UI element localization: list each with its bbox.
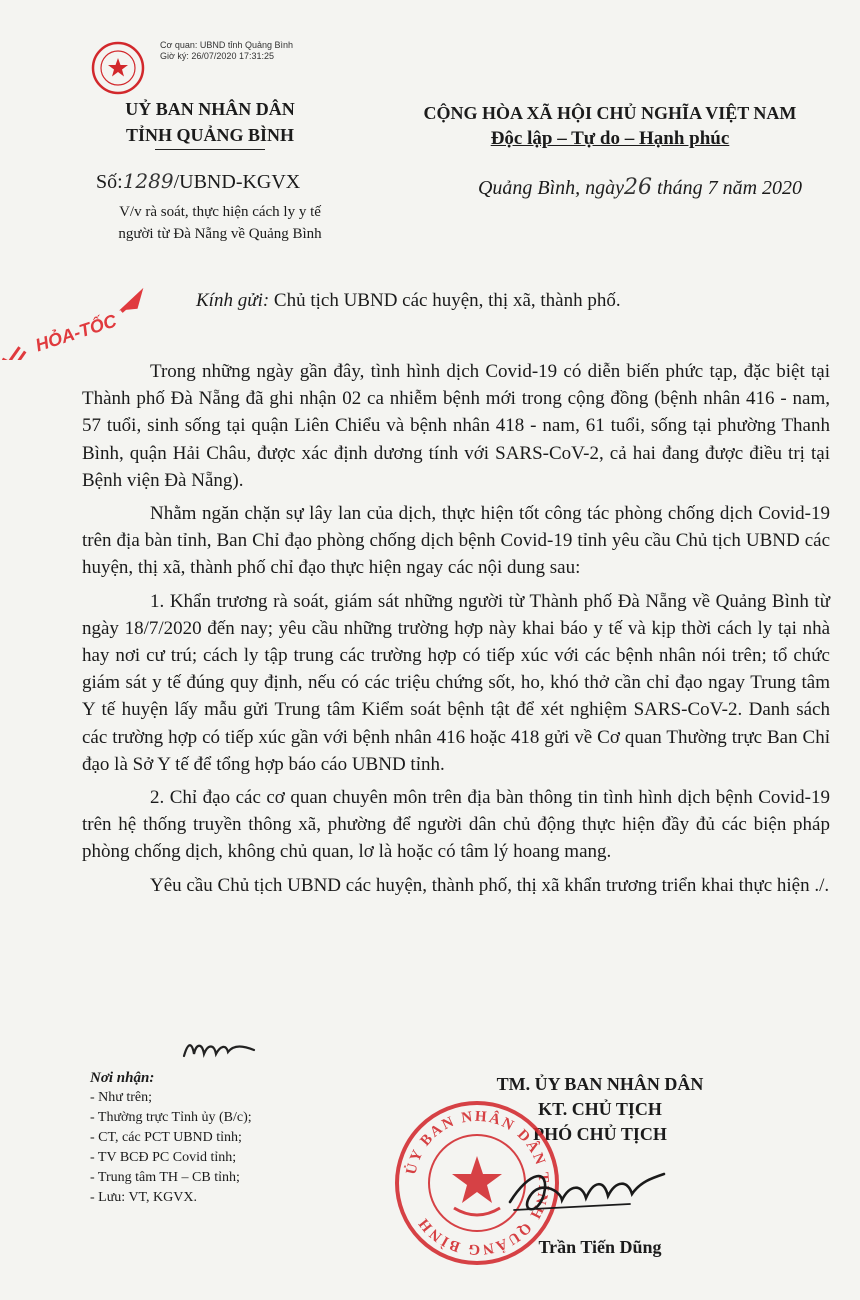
handwritten-signature — [500, 1150, 670, 1230]
signer-name: Trần Tiến Dũng — [538, 1237, 662, 1257]
signature-time: Giờ ký: 26/07/2020 17:31:25 — [160, 51, 274, 61]
date-day: 26 — [624, 175, 653, 200]
document-number-prefix: Số: — [96, 171, 123, 193]
handwritten-initials — [180, 1032, 260, 1062]
body-paragraph-3: 1. Khẩn trương rà soát, giám sát những người từ Thành phố Đà Nẵng về Quảng Bình từ ngày 18/7/2020 đến nay; yêu cầu những trường hợp này khai báo y tế và kịp thời cách ly tại nhà hay nơi cư trú; cách ly tập trung các trường hợp có tiếp xúc với các bệnh nhân nói trên; tổ chức giám sát y tế đúng quy định, nếu có các triệu chứng sốt, ho, khó thở cần chỉ đạo ngay Trung tâm Y tế huyện lấy mẫu gửi Trung tâm Kiểm soát bệnh tật để xét nghiệm SARS-CoV-2. Danh sách các trường hợp có tiếp xúc gần với bệnh nhân 416 hoặc 418 gửi về Cơ quan Thường trực Ban Chỉ đạo là Sở Y tế để tổng hợp báo cáo UBND tỉnh. — [82, 590, 830, 775]
body-paragraph-4: 2. Chỉ đạo các cơ quan chuyên môn trên địa bàn thông tin tình hình dịch bệnh Covid-19 trên hệ thống truyền thông xã, phường để người dân chủ động thực hiện đầy đủ các biện pháp phòng chống dịch, không chủ quan, lơ là hoặc có tâm lý hoang mang. — [82, 787, 830, 863]
recipient-text: Chủ tịch UBND các huyện, thị xã, thành phố. — [273, 290, 621, 311]
subject-line-1: V/v rà soát, thực hiện cách ly y tế — [119, 204, 321, 220]
document-subject — [70, 201, 370, 245]
issuer-line-2: TỈNH QUẢNG BÌNH — [125, 125, 295, 145]
issuer-underline — [155, 149, 265, 150]
small-seal-icon — [90, 40, 146, 96]
document-number-suffix: /UBND-KGVX — [173, 171, 301, 193]
document-number — [96, 169, 300, 194]
signature-line-1: TM. ỦY BAN NHÂN DÂN — [496, 1074, 704, 1094]
national-title: CỘNG HÒA XÃ HỘI CHỦ NGHĨA VIỆT NAM — [423, 103, 797, 123]
date-prefix: Quảng Bình, ngày — [477, 177, 625, 199]
recipient-item: - Lưu: VT, KGVX. — [90, 1190, 198, 1205]
national-motto: Độc lập – Tự do – Hạnh phúc — [490, 128, 730, 149]
body-paragraph-2: Nhằm ngăn chặn sự lây lan của dịch, thực hiện tốt công tác phòng chống dịch Covid-19 trên địa bàn tỉnh, Ban Chỉ đạo phòng chống dịch bệnh Covid-19 tỉnh yêu cầu Chủ tịch UBND các huyện, thị xã, thành phố chỉ đạo thực hiện ngay các nội dung sau: — [82, 503, 830, 579]
national-header — [380, 100, 840, 152]
signature-line-3: PHÓ CHỦ TỊCH — [533, 1124, 667, 1144]
urgent-stamp — [0, 280, 162, 360]
date-suffix: tháng 7 năm 2020 — [652, 177, 803, 199]
body-paragraph-1: Trong những ngày gần đây, tình hình dịch Covid-19 có diễn biến phức tạp, đặc biệt tại Thành phố Đà Nẵng đã ghi nhận 02 ca nhiễm bệnh mới trong cộng đồng (bệnh nhân 416 - nam, 57 tuổi, sinh sống tại quận Liên Chiểu và bệnh nhân 418 - nam, 61 tuổi, sống tại phường Thanh Bình, quận Hải Châu, được xác định dương tính với SARS-CoV-2, cả hai đang được điều trị tại Bệnh viện Đà Nẵng). — [82, 361, 830, 491]
seal-text: ỦY BAN NHÂN DÂN TỈNH QUẢNG BÌNH — [403, 1108, 552, 1258]
recipient-item: - Trung tâm TH – CB tỉnh; — [90, 1170, 240, 1185]
body-paragraph-5: Yêu cầu Chủ tịch UBND các huyện, thành phố, thị xã khẩn trương triển khai thực hiện ./. — [150, 874, 830, 896]
issuer-header — [60, 96, 360, 150]
recipient-item: - CT, các PCT UBND tỉnh; — [90, 1130, 242, 1145]
recipient-item: - TV BCĐ PC Covid tỉnh; — [90, 1150, 237, 1165]
document-body — [82, 358, 830, 905]
subject-line-2: người từ Đà Nẵng về Quảng Bình — [118, 226, 322, 242]
date-line — [440, 175, 840, 200]
urgent-stamp-text: HỎA-TỐC — [32, 310, 119, 356]
recipients-list — [90, 1068, 252, 1208]
recipient-line — [196, 290, 621, 312]
recipient-item: - Như trên; — [90, 1090, 153, 1105]
document-number-value: 1289 — [122, 169, 174, 193]
recipient-label: Kính gửi: — [196, 290, 270, 311]
recipient-item: - Thường trực Tỉnh ủy (B/c); — [90, 1110, 252, 1125]
recipients-title: Nơi nhận: — [90, 1070, 155, 1086]
issuer-line-1: UỶ BAN NHÂN DÂN — [125, 99, 295, 119]
signature-agency: Cơ quan: UBND tỉnh Quảng Bình — [160, 40, 293, 50]
digital-signature — [90, 40, 350, 96]
signature-line-2: KT. CHỦ TỊCH — [538, 1099, 662, 1119]
